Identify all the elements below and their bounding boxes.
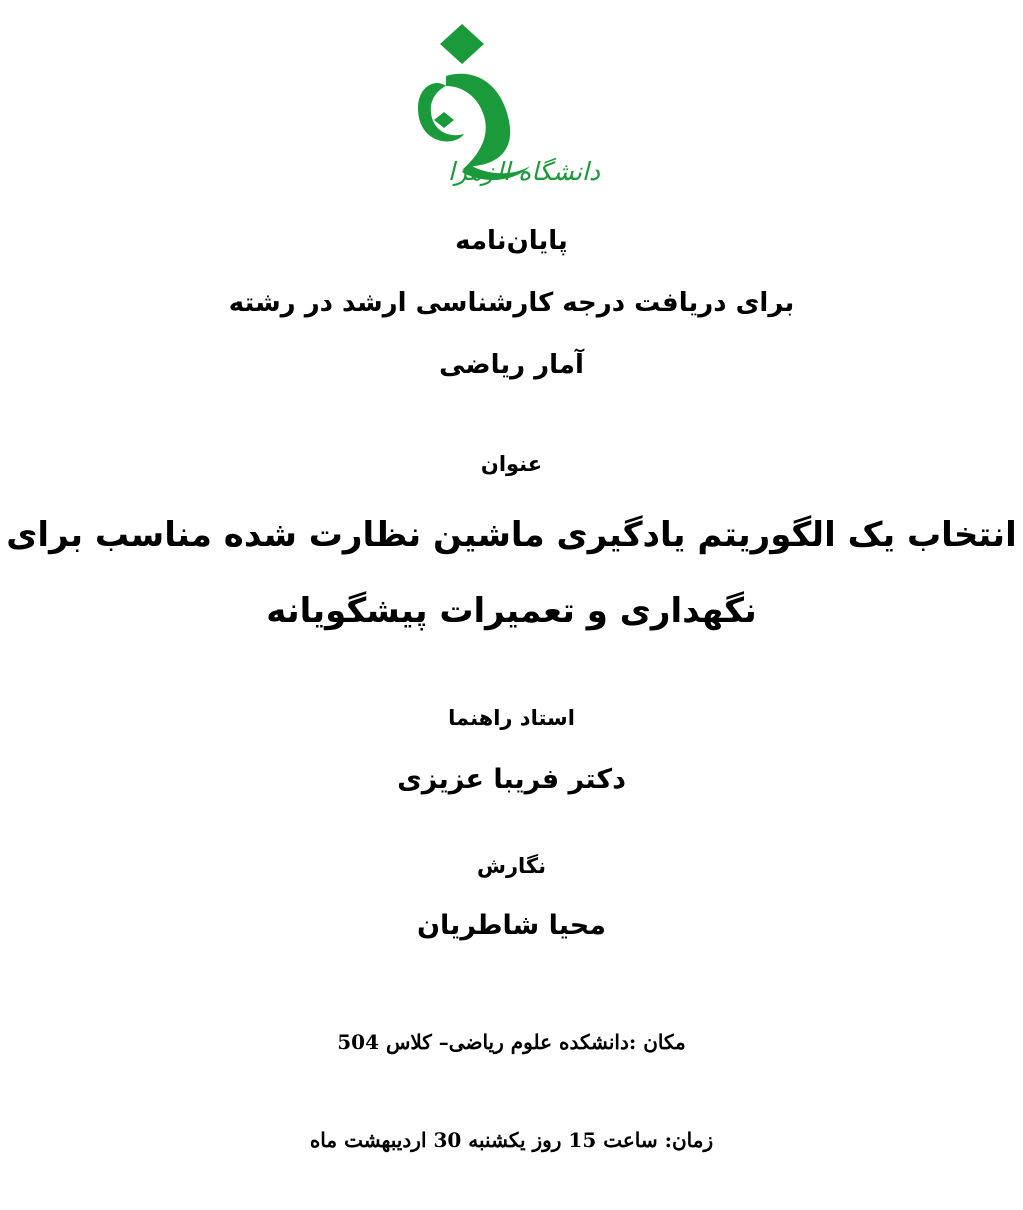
university-logo — [410, 20, 615, 195]
supervisor-label: استاد راهنما — [448, 706, 575, 730]
logo-caption: دانشگاه الزهرا — [447, 157, 600, 186]
university-emblem-icon — [410, 20, 615, 195]
thesis-title-line-2: نگهداری و تعمیرات پیشگویانه — [266, 591, 757, 631]
thesis-title-line-1: انتخاب یک الگوریتم یادگیری ماشین نظارت شده مناسب برای — [6, 515, 1017, 555]
degree-line: برای دریافت درجه کارشناسی ارشد در رشته — [228, 288, 795, 318]
title-label: عنوان — [480, 452, 543, 476]
author-name: محیا شاطریان — [417, 910, 606, 941]
author-label: نگارش — [476, 854, 547, 878]
defense-time: زمان: ساعت 15 روز یکشنبه 30 اردیبهشت ماه — [309, 1128, 714, 1152]
supervisor-name: دکتر فریبا عزیزی — [397, 764, 626, 795]
field-of-study: آمار ریاضی — [439, 350, 584, 380]
document-type: پایان‌نامه — [455, 226, 568, 256]
defense-location: مکان :دانشکده علوم ریاضی– کلاس 504 — [337, 1030, 686, 1054]
